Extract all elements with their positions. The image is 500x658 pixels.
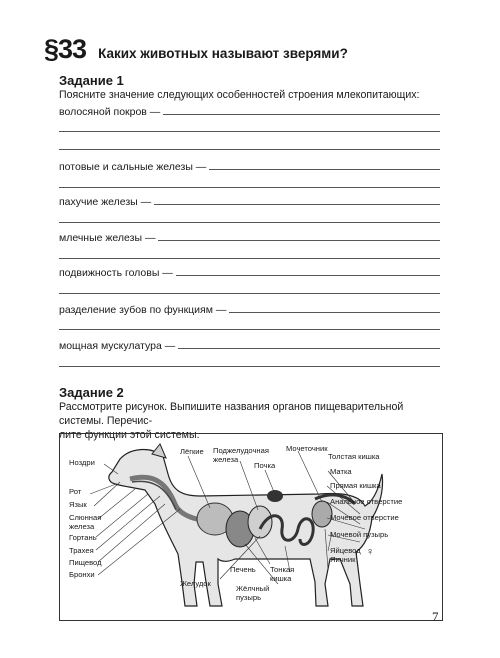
label-rectum: Прямая кишка — [330, 481, 381, 490]
answer-row-sweat-glands[interactable] — [59, 161, 440, 173]
answer-line[interactable] — [59, 187, 440, 188]
answer-line[interactable] — [163, 113, 440, 115]
task2-heading: Задание 2 — [59, 385, 124, 400]
answer-row-mammary-glands[interactable] — [59, 232, 440, 244]
label-salivary-line2: железа — [69, 522, 95, 531]
label-lungs: Лёгкие — [180, 447, 204, 456]
label-urethral-opening: Мочевое отверстие — [330, 513, 399, 522]
label-pharynx: Гортань — [69, 533, 97, 542]
item-label: подвижность головы — — [59, 267, 173, 279]
answer-line[interactable] — [59, 366, 440, 367]
answer-line[interactable] — [59, 222, 440, 223]
answer-line[interactable] — [59, 258, 440, 259]
label-nostrils: Ноздри — [69, 458, 95, 467]
digestive-system-figure — [59, 433, 443, 621]
item-label: потовые и сальные железы — — [59, 161, 207, 173]
female-sign-icon: ♀ — [366, 546, 375, 558]
label-tongue: Язык — [69, 500, 87, 509]
label-gallbladder-line1: Жёлчный — [236, 584, 270, 593]
label-kidney: Почка — [254, 461, 276, 470]
answer-line[interactable] — [59, 329, 440, 330]
label-stomach: Желудок — [180, 579, 211, 588]
label-mouth: Рот — [69, 487, 82, 496]
label-salivary-line1: Слюнная — [69, 513, 102, 522]
label-liver: Печень — [230, 565, 256, 574]
label-trachea: Трахея — [69, 546, 94, 555]
item-label: млечные железы — — [59, 232, 156, 244]
label-oviduct: Яйцевод — [330, 546, 361, 555]
task2-text-line2: лите функции этой системы. — [59, 429, 200, 441]
label-small-int-line1: Тонкая — [270, 565, 295, 574]
answer-row-muscles[interactable] — [59, 340, 440, 352]
label-small-int-line2: кишка — [270, 574, 292, 583]
section-header — [44, 34, 348, 65]
task1-text: Поясните значение следующих особенностей строения млекопитающих: — [59, 89, 420, 101]
label-ovary: Яичник — [330, 555, 356, 564]
label-ureter: Мочеточник — [286, 444, 328, 453]
answer-line[interactable] — [176, 274, 440, 276]
answer-row-scent-glands[interactable] — [59, 196, 440, 208]
item-label: разделение зубов по функциям — — [59, 304, 227, 316]
label-gallbladder-line2: пузырь — [236, 593, 262, 602]
answer-line[interactable] — [59, 131, 440, 132]
label-bladder: Мочевой пузырь — [330, 530, 389, 539]
answer-line[interactable] — [209, 168, 440, 170]
answer-line[interactable] — [178, 347, 440, 349]
label-colon: Толстая кишка — [328, 452, 380, 461]
page-number: 7 — [432, 609, 439, 624]
label-pancreas-line1: Поджелудочная — [213, 446, 269, 455]
label-gallbladder — [236, 584, 269, 602]
section-number: §33 — [44, 34, 87, 64]
label-small-intestine — [270, 565, 294, 583]
answer-line[interactable] — [158, 239, 440, 241]
task2-text-line1: Рассмотрите рисунок. Выпишите названия органов пищеварительной системы. Перечис- — [59, 401, 404, 427]
section-title: Каких животных называют зверями? — [98, 46, 348, 61]
item-label: пахучие железы — — [59, 196, 152, 208]
answer-line[interactable] — [59, 293, 440, 294]
label-anus: Анальное отверстие — [330, 497, 403, 506]
answer-line[interactable] — [229, 311, 440, 313]
answer-row-hair[interactable] — [59, 106, 440, 118]
label-uterus: Матка — [330, 467, 352, 476]
label-esophagus: Пищевод — [69, 558, 102, 567]
answer-line[interactable] — [59, 149, 440, 150]
label-salivary-gland — [69, 513, 101, 531]
task1-heading: Задание 1 — [59, 73, 124, 88]
label-pancreas-line2: железа — [213, 455, 239, 464]
label-bronchi: Бронхи — [69, 570, 95, 579]
answer-line[interactable] — [154, 203, 440, 205]
item-label: мощная мускулатура — — [59, 340, 176, 352]
answer-row-teeth[interactable] — [59, 304, 440, 316]
item-label: волосяной покров — — [59, 106, 161, 118]
answer-row-head-mobility[interactable] — [59, 267, 440, 279]
